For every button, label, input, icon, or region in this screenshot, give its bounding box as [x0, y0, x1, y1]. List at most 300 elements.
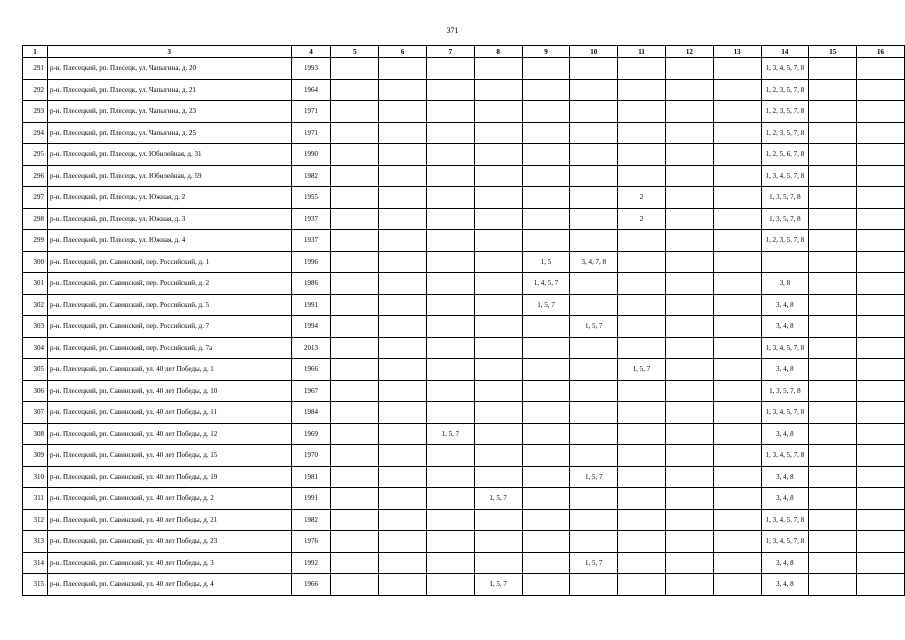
col11-cell [618, 122, 666, 144]
year-cell: 1993 [291, 58, 331, 80]
col11-cell [618, 445, 666, 467]
col14-cell: 3, 4, 8 [761, 552, 809, 574]
col6-cell [379, 488, 427, 510]
col11-cell: 2 [618, 187, 666, 209]
address-cell: р-н. Плесецкий, рп. Плесецк, ул. Южная, д. 3 [47, 208, 291, 230]
col12-cell [665, 101, 713, 123]
column-header: 4 [291, 46, 331, 58]
table-row [23, 552, 905, 574]
col9-cell [522, 445, 570, 467]
col8-cell [474, 122, 522, 144]
table-row [23, 337, 905, 359]
col9-cell [522, 208, 570, 230]
col14-cell [761, 251, 809, 273]
column-header: 13 [713, 46, 761, 58]
col11-cell [618, 316, 666, 338]
col16-cell [857, 58, 905, 80]
col12-cell [665, 509, 713, 531]
col12-cell [665, 531, 713, 553]
col12-cell [665, 316, 713, 338]
address-cell: р-н. Плесецкий, рп. Плесецк, ул. Чапыгина, д. 20 [47, 58, 291, 80]
col15-cell [809, 402, 857, 424]
address-cell: р-н. Плесецкий, рп. Савинский, пер. Российский, д. 1 [47, 251, 291, 273]
col10-cell [570, 445, 618, 467]
col15-cell [809, 294, 857, 316]
col6-cell [379, 101, 427, 123]
year-cell: 1976 [291, 531, 331, 553]
col15-cell [809, 552, 857, 574]
col8-cell [474, 101, 522, 123]
col13-cell [713, 574, 761, 596]
col5-cell [331, 208, 379, 230]
col6-cell [379, 574, 427, 596]
col6-cell [379, 79, 427, 101]
col8-cell [474, 230, 522, 252]
col9-cell [522, 337, 570, 359]
table-row [23, 273, 905, 295]
table-row [23, 466, 905, 488]
col16-cell [857, 165, 905, 187]
col10-cell [570, 337, 618, 359]
col5-cell [331, 359, 379, 381]
table-row [23, 230, 905, 252]
col6-cell [379, 531, 427, 553]
col12-cell [665, 294, 713, 316]
col8-cell [474, 165, 522, 187]
column-header: 8 [474, 46, 522, 58]
col16-cell [857, 531, 905, 553]
col13-cell [713, 337, 761, 359]
col14-cell: 3, 4, 8 [761, 316, 809, 338]
year-cell: 1994 [291, 316, 331, 338]
col5-cell [331, 380, 379, 402]
col11-cell [618, 144, 666, 166]
column-header: 1 [23, 46, 48, 58]
col10-cell [570, 488, 618, 510]
col12-cell [665, 230, 713, 252]
year-cell: 1966 [291, 574, 331, 596]
address-cell: р-н. Плесецкий, рп. Савинский, пер. Российский, д. 5 [47, 294, 291, 316]
col13-cell [713, 402, 761, 424]
col12-cell [665, 488, 713, 510]
year-cell: 1967 [291, 380, 331, 402]
col10-cell [570, 165, 618, 187]
col14-cell: 3, 4, 8 [761, 574, 809, 596]
row-number: 300 [23, 251, 48, 273]
col8-cell [474, 552, 522, 574]
table-row [23, 79, 905, 101]
year-cell: 1966 [291, 359, 331, 381]
col10-cell [570, 273, 618, 295]
table-body [23, 58, 905, 596]
col9-cell [522, 230, 570, 252]
col12-cell [665, 466, 713, 488]
col6-cell [379, 122, 427, 144]
col13-cell [713, 101, 761, 123]
col7-cell [426, 144, 474, 166]
col5-cell [331, 509, 379, 531]
col16-cell [857, 316, 905, 338]
col9-cell [522, 488, 570, 510]
col10-cell [570, 79, 618, 101]
col12-cell [665, 165, 713, 187]
col6-cell [379, 359, 427, 381]
col15-cell [809, 423, 857, 445]
row-number: 304 [23, 337, 48, 359]
address-cell: р-н. Плесецкий, рп. Савинский, пер. Российский, д. 2 [47, 273, 291, 295]
col15-cell [809, 574, 857, 596]
col15-cell [809, 122, 857, 144]
col13-cell [713, 531, 761, 553]
year-cell: 1937 [291, 208, 331, 230]
column-header: 7 [426, 46, 474, 58]
col9-cell [522, 316, 570, 338]
col5-cell [331, 101, 379, 123]
table-row [23, 574, 905, 596]
col6-cell [379, 402, 427, 424]
col15-cell [809, 101, 857, 123]
col13-cell [713, 423, 761, 445]
row-number: 302 [23, 294, 48, 316]
col7-cell [426, 488, 474, 510]
year-cell: 1981 [291, 466, 331, 488]
col5-cell [331, 552, 379, 574]
year-cell: 1991 [291, 294, 331, 316]
col15-cell [809, 144, 857, 166]
year-cell: 1955 [291, 187, 331, 209]
col15-cell [809, 337, 857, 359]
col10-cell [570, 144, 618, 166]
col10-cell [570, 531, 618, 553]
col16-cell [857, 273, 905, 295]
col13-cell [713, 122, 761, 144]
col7-cell [426, 552, 474, 574]
col5-cell [331, 445, 379, 467]
year-cell: 1996 [291, 251, 331, 273]
col13-cell [713, 359, 761, 381]
col15-cell [809, 359, 857, 381]
col9-cell [522, 552, 570, 574]
col12-cell [665, 187, 713, 209]
col16-cell [857, 208, 905, 230]
col13-cell [713, 488, 761, 510]
col8-cell [474, 251, 522, 273]
col9-cell [522, 359, 570, 381]
col11-cell [618, 423, 666, 445]
table-row [23, 208, 905, 230]
row-number: 298 [23, 208, 48, 230]
col9-cell: 1, 4, 5, 7 [522, 273, 570, 295]
table-header [23, 46, 905, 58]
address-cell: р-н. Плесецкий, рп. Савинский, ул. 40 лет Победы, д. 2 [47, 488, 291, 510]
col5-cell [331, 79, 379, 101]
col5-cell [331, 574, 379, 596]
row-number: 306 [23, 380, 48, 402]
col13-cell [713, 251, 761, 273]
col15-cell [809, 79, 857, 101]
column-header: 3 [47, 46, 291, 58]
row-number: 313 [23, 531, 48, 553]
col6-cell [379, 251, 427, 273]
col16-cell [857, 251, 905, 273]
col15-cell [809, 531, 857, 553]
col11-cell [618, 101, 666, 123]
col16-cell [857, 230, 905, 252]
col5-cell [331, 273, 379, 295]
col5-cell [331, 187, 379, 209]
col11-cell [618, 165, 666, 187]
col14-cell: 1, 3, 5, 7, 8 [761, 380, 809, 402]
col15-cell [809, 251, 857, 273]
col11-cell: 1, 5, 7 [618, 359, 666, 381]
table-row [23, 101, 905, 123]
address-cell: р-н. Плесецкий, рп. Плесецк, ул. Чапыгина, д. 23 [47, 101, 291, 123]
col11-cell: 2 [618, 208, 666, 230]
address-cell: р-н. Плесецкий, рп. Савинский, ул. 40 лет Победы, д. 23 [47, 531, 291, 553]
col5-cell [331, 488, 379, 510]
col14-cell: 1, 3, 5, 7, 8 [761, 187, 809, 209]
col6-cell [379, 509, 427, 531]
col7-cell [426, 466, 474, 488]
col12-cell [665, 251, 713, 273]
year-cell: 1970 [291, 445, 331, 467]
col13-cell [713, 230, 761, 252]
col7-cell [426, 294, 474, 316]
col9-cell [522, 466, 570, 488]
col12-cell [665, 359, 713, 381]
address-cell: р-н. Плесецкий, рп. Савинский, ул. 40 лет Победы, д. 4 [47, 574, 291, 596]
col6-cell [379, 208, 427, 230]
year-cell: 1982 [291, 509, 331, 531]
col9-cell [522, 122, 570, 144]
table-row [23, 488, 905, 510]
address-cell: р-н. Плесецкий, рп. Савинский, ул. 40 лет Победы, д. 21 [47, 509, 291, 531]
table-row [23, 359, 905, 381]
col10-cell [570, 208, 618, 230]
col16-cell [857, 552, 905, 574]
col10-cell [570, 294, 618, 316]
col6-cell [379, 380, 427, 402]
col11-cell [618, 273, 666, 295]
col13-cell [713, 58, 761, 80]
table-row [23, 144, 905, 166]
col8-cell [474, 208, 522, 230]
col7-cell [426, 531, 474, 553]
table-row [23, 423, 905, 445]
col5-cell [331, 165, 379, 187]
register-table [22, 45, 905, 596]
col6-cell [379, 165, 427, 187]
col6-cell [379, 337, 427, 359]
row-number: 312 [23, 509, 48, 531]
col5-cell [331, 316, 379, 338]
row-number: 307 [23, 402, 48, 424]
col14-cell: 3, 4, 8 [761, 423, 809, 445]
col14-cell: 1, 3, 4, 5, 7, 8 [761, 165, 809, 187]
row-number: 310 [23, 466, 48, 488]
col11-cell [618, 509, 666, 531]
col13-cell [713, 294, 761, 316]
col9-cell [522, 58, 570, 80]
col14-cell: 1, 2, 5, 6, 7, 8 [761, 144, 809, 166]
year-cell: 1971 [291, 101, 331, 123]
col8-cell [474, 423, 522, 445]
col9-cell: 1, 5, 7 [522, 294, 570, 316]
col7-cell [426, 337, 474, 359]
col6-cell [379, 552, 427, 574]
col12-cell [665, 423, 713, 445]
address-cell: р-н. Плесецкий, рп. Плесецк, ул. Южная, д. 4 [47, 230, 291, 252]
col6-cell [379, 466, 427, 488]
col16-cell [857, 509, 905, 531]
row-number: 299 [23, 230, 48, 252]
col10-cell [570, 187, 618, 209]
col6-cell [379, 144, 427, 166]
col14-cell: 1, 3, 4, 5, 7, 8 [761, 509, 809, 531]
table-row [23, 187, 905, 209]
page-number: 371 [446, 26, 459, 35]
address-cell: р-н. Плесецкий, рп. Савинский, ул. 40 лет Победы, д. 12 [47, 423, 291, 445]
year-cell: 1992 [291, 552, 331, 574]
year-cell: 1971 [291, 122, 331, 144]
col14-cell: 3, 4, 8 [761, 359, 809, 381]
col8-cell [474, 294, 522, 316]
year-cell: 1969 [291, 423, 331, 445]
col9-cell [522, 574, 570, 596]
col9-cell [522, 144, 570, 166]
address-cell: р-н. Плесецкий, рп. Плесецк, ул. Чапыгина, д. 25 [47, 122, 291, 144]
col13-cell [713, 208, 761, 230]
col8-cell [474, 187, 522, 209]
table-row [23, 251, 905, 273]
col11-cell [618, 58, 666, 80]
col5-cell [331, 144, 379, 166]
col14-cell: 1, 2, 3, 5, 7, 8 [761, 79, 809, 101]
col5-cell [331, 466, 379, 488]
address-cell: р-н. Плесецкий, рп. Савинский, пер. Российский, д. 7 [47, 316, 291, 338]
column-header: 11 [618, 46, 666, 58]
col16-cell [857, 423, 905, 445]
row-number: 294 [23, 122, 48, 144]
year-cell: 1986 [291, 273, 331, 295]
col7-cell [426, 509, 474, 531]
address-cell: р-н. Плесецкий, рп. Савинский, ул. 40 лет Победы, д. 15 [47, 445, 291, 467]
table-row [23, 402, 905, 424]
table-row [23, 531, 905, 553]
col8-cell [474, 79, 522, 101]
col15-cell [809, 273, 857, 295]
col7-cell [426, 187, 474, 209]
col16-cell [857, 79, 905, 101]
col15-cell [809, 208, 857, 230]
col8-cell [474, 509, 522, 531]
row-number: 303 [23, 316, 48, 338]
col14-cell: 1, 2, 3, 5, 7, 8 [761, 122, 809, 144]
col11-cell [618, 337, 666, 359]
col12-cell [665, 79, 713, 101]
col8-cell [474, 445, 522, 467]
table-row [23, 165, 905, 187]
col10-cell: 3, 4, 7, 8 [570, 251, 618, 273]
column-header: 12 [665, 46, 713, 58]
col6-cell [379, 187, 427, 209]
column-header: 10 [570, 46, 618, 58]
col16-cell [857, 101, 905, 123]
column-header: 16 [857, 46, 905, 58]
col11-cell [618, 466, 666, 488]
col7-cell [426, 445, 474, 467]
col16-cell [857, 380, 905, 402]
col12-cell [665, 552, 713, 574]
col13-cell [713, 380, 761, 402]
col16-cell [857, 144, 905, 166]
col8-cell [474, 466, 522, 488]
col16-cell [857, 402, 905, 424]
col15-cell [809, 509, 857, 531]
row-number: 308 [23, 423, 48, 445]
col6-cell [379, 316, 427, 338]
col15-cell [809, 380, 857, 402]
col9-cell [522, 402, 570, 424]
col11-cell [618, 79, 666, 101]
col13-cell [713, 144, 761, 166]
address-cell: р-н. Плесецкий, рп. Савинский, ул. 40 лет Победы, д. 11 [47, 402, 291, 424]
col13-cell [713, 552, 761, 574]
col16-cell [857, 294, 905, 316]
col10-cell [570, 122, 618, 144]
col12-cell [665, 273, 713, 295]
row-number: 297 [23, 187, 48, 209]
table-row [23, 294, 905, 316]
row-number: 291 [23, 58, 48, 80]
col15-cell [809, 445, 857, 467]
col7-cell [426, 316, 474, 338]
col14-cell: 1, 3, 4, 5, 7, 8 [761, 445, 809, 467]
col5-cell [331, 423, 379, 445]
col9-cell [522, 79, 570, 101]
year-cell: 1991 [291, 488, 331, 510]
col16-cell [857, 445, 905, 467]
row-number: 309 [23, 445, 48, 467]
col11-cell [618, 488, 666, 510]
col8-cell [474, 359, 522, 381]
col7-cell [426, 165, 474, 187]
col9-cell [522, 165, 570, 187]
row-number: 311 [23, 488, 48, 510]
address-cell: р-н. Плесецкий, рп. Плесецк, ул. Чапыгина, д. 21 [47, 79, 291, 101]
col13-cell [713, 445, 761, 467]
col7-cell [426, 359, 474, 381]
col5-cell [331, 230, 379, 252]
col15-cell [809, 58, 857, 80]
col14-cell: 1, 3, 4, 5, 7, 8 [761, 402, 809, 424]
col7-cell [426, 101, 474, 123]
table-row [23, 58, 905, 80]
col10-cell [570, 574, 618, 596]
col10-cell [570, 58, 618, 80]
column-header: 5 [331, 46, 379, 58]
col5-cell [331, 251, 379, 273]
col8-cell: 1, 5, 7 [474, 574, 522, 596]
col14-cell: 1, 3, 5, 7, 8 [761, 208, 809, 230]
col11-cell [618, 294, 666, 316]
col11-cell [618, 402, 666, 424]
col7-cell [426, 230, 474, 252]
col13-cell [713, 316, 761, 338]
col11-cell [618, 574, 666, 596]
address-cell: р-н. Плесецкий, рп. Савинский, пер. Российский, д. 7а [47, 337, 291, 359]
col14-cell: 3, 4, 8 [761, 488, 809, 510]
